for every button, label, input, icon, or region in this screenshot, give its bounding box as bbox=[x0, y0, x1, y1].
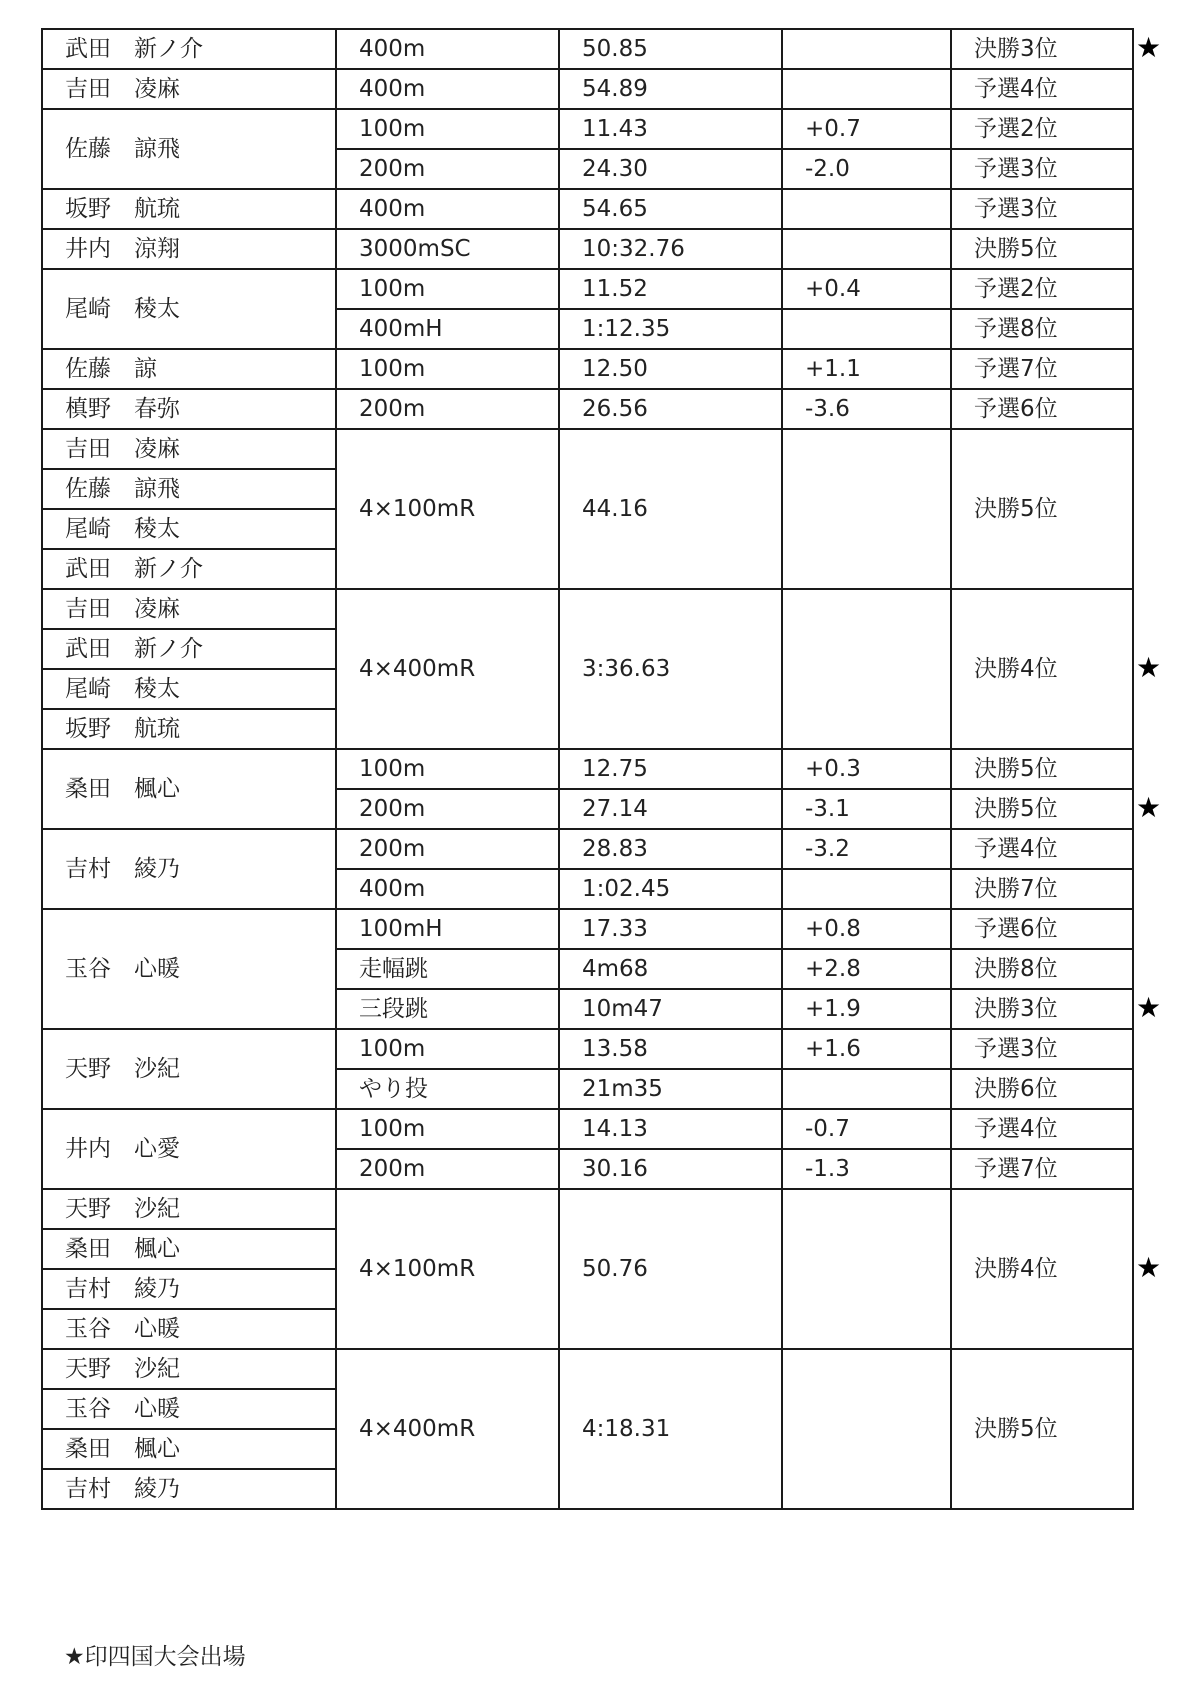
record-cell: 21m35 bbox=[559, 1069, 782, 1109]
athlete-name: 尾崎 稜太 bbox=[42, 509, 336, 549]
table-row bbox=[42, 69, 1133, 109]
athlete-name: 武田 新ノ介 bbox=[42, 629, 336, 669]
table-row bbox=[42, 909, 1133, 949]
record-cell: 30.16 bbox=[559, 1149, 782, 1189]
wind-cell: +0.8 bbox=[782, 909, 951, 949]
event-cell: やり投 bbox=[336, 1069, 559, 1109]
wind-cell: -1.3 bbox=[782, 1149, 951, 1189]
star-icon: ★ bbox=[1136, 31, 1162, 64]
placing-cell: 決勝8位 bbox=[951, 949, 1133, 989]
table-row bbox=[42, 189, 1133, 229]
event-cell: 200m bbox=[336, 1149, 559, 1189]
placing-cell: 決勝7位 bbox=[951, 869, 1133, 909]
record-cell: 24.30 bbox=[559, 149, 782, 189]
wind-cell bbox=[782, 229, 951, 269]
wind-cell: +1.1 bbox=[782, 349, 951, 389]
table-row bbox=[42, 229, 1133, 269]
event-cell: 三段跳 bbox=[336, 989, 559, 1029]
table-row bbox=[42, 269, 1133, 309]
results-table-body bbox=[42, 29, 1133, 1509]
record-cell: 12.50 bbox=[559, 349, 782, 389]
placing-cell: 予選2位 bbox=[951, 109, 1133, 149]
record-cell: 11.43 bbox=[559, 109, 782, 149]
wind-cell bbox=[782, 869, 951, 909]
record-cell: 4m68 bbox=[559, 949, 782, 989]
record-cell: 17.33 bbox=[559, 909, 782, 949]
event-cell: 100m bbox=[336, 749, 559, 789]
athlete-name: 尾崎 稜太 bbox=[42, 669, 336, 709]
athlete-name: 佐藤 諒飛 bbox=[42, 469, 336, 509]
wind-cell bbox=[782, 589, 951, 749]
star-icon: ★ bbox=[1136, 651, 1162, 684]
event-cell: 4×100mR bbox=[336, 429, 559, 589]
athlete-name: 吉村 綾乃 bbox=[42, 829, 336, 909]
athlete-name: 吉村 綾乃 bbox=[42, 1269, 336, 1309]
placing-cell: 決勝4位 bbox=[951, 1189, 1133, 1349]
event-cell: 100mH bbox=[336, 909, 559, 949]
placing-cell: 決勝3位 bbox=[951, 29, 1133, 69]
wind-cell: +1.9 bbox=[782, 989, 951, 1029]
placing-cell: 予選6位 bbox=[951, 909, 1133, 949]
athlete-name: 井内 心愛 bbox=[42, 1109, 336, 1189]
placing-cell: 決勝5位 bbox=[951, 749, 1133, 789]
record-cell: 1:02.45 bbox=[559, 869, 782, 909]
placing-cell: 予選3位 bbox=[951, 149, 1133, 189]
wind-cell bbox=[782, 69, 951, 109]
wind-cell bbox=[782, 1069, 951, 1109]
placing-cell: 決勝3位 bbox=[951, 989, 1133, 1029]
athlete-name: 尾崎 稜太 bbox=[42, 269, 336, 349]
placing-cell: 予選8位 bbox=[951, 309, 1133, 349]
table-row bbox=[42, 109, 1133, 149]
placing-cell: 決勝4位 bbox=[951, 589, 1133, 749]
athlete-name: 天野 沙紀 bbox=[42, 1029, 336, 1109]
placing-cell: 決勝6位 bbox=[951, 1069, 1133, 1109]
athlete-name: 吉村 綾乃 bbox=[42, 1469, 336, 1509]
star-icon: ★ bbox=[1136, 991, 1162, 1024]
athlete-name: 天野 沙紀 bbox=[42, 1349, 336, 1389]
athlete-name: 桑田 楓心 bbox=[42, 1229, 336, 1269]
wind-cell: +0.3 bbox=[782, 749, 951, 789]
event-cell: 走幅跳 bbox=[336, 949, 559, 989]
event-cell: 400m bbox=[336, 869, 559, 909]
event-cell: 4×400mR bbox=[336, 589, 559, 749]
athlete-name: 天野 沙紀 bbox=[42, 1189, 336, 1229]
placing-cell: 決勝5位 bbox=[951, 1349, 1133, 1509]
table-row bbox=[42, 749, 1133, 789]
athlete-name: 桑田 楓心 bbox=[42, 1429, 336, 1469]
record-cell: 50.76 bbox=[559, 1189, 782, 1349]
wind-cell bbox=[782, 309, 951, 349]
placing-cell: 予選4位 bbox=[951, 829, 1133, 869]
table-row bbox=[42, 429, 1133, 469]
record-cell: 3:36.63 bbox=[559, 589, 782, 749]
event-cell: 400m bbox=[336, 29, 559, 69]
placing-cell: 決勝5位 bbox=[951, 429, 1133, 589]
record-cell: 54.89 bbox=[559, 69, 782, 109]
table-row bbox=[42, 829, 1133, 869]
athlete-name: 槙野 春弥 bbox=[42, 389, 336, 429]
event-cell: 100m bbox=[336, 109, 559, 149]
athlete-name: 玉谷 心暖 bbox=[42, 1309, 336, 1349]
athlete-name: 吉田 凌麻 bbox=[42, 589, 336, 629]
placing-cell: 予選7位 bbox=[951, 349, 1133, 389]
placing-cell: 予選3位 bbox=[951, 189, 1133, 229]
event-cell: 100m bbox=[336, 349, 559, 389]
footnote: ★印四国大会出場 bbox=[64, 1644, 246, 1670]
athlete-name: 坂野 航琉 bbox=[42, 709, 336, 749]
record-cell: 4:18.31 bbox=[559, 1349, 782, 1509]
event-cell: 200m bbox=[336, 389, 559, 429]
wind-cell bbox=[782, 1189, 951, 1349]
event-cell: 200m bbox=[336, 149, 559, 189]
athlete-name: 桑田 楓心 bbox=[42, 749, 336, 829]
wind-cell: +1.6 bbox=[782, 1029, 951, 1069]
wind-cell: +2.8 bbox=[782, 949, 951, 989]
table-row bbox=[42, 1029, 1133, 1069]
event-cell: 100m bbox=[336, 269, 559, 309]
record-cell: 14.13 bbox=[559, 1109, 782, 1149]
wind-cell bbox=[782, 1349, 951, 1509]
star-icon: ★ bbox=[1136, 1251, 1162, 1284]
wind-cell: +0.7 bbox=[782, 109, 951, 149]
results-table bbox=[41, 28, 1134, 1510]
event-cell: 3000mSC bbox=[336, 229, 559, 269]
placing-cell: 予選4位 bbox=[951, 1109, 1133, 1149]
event-cell: 200m bbox=[336, 789, 559, 829]
table-row bbox=[42, 1349, 1133, 1389]
athlete-name: 井内 涼翔 bbox=[42, 229, 336, 269]
wind-cell: -3.1 bbox=[782, 789, 951, 829]
athlete-name: 武田 新ノ介 bbox=[42, 549, 336, 589]
placing-cell: 予選4位 bbox=[951, 69, 1133, 109]
event-cell: 400m bbox=[336, 189, 559, 229]
wind-cell: -0.7 bbox=[782, 1109, 951, 1149]
record-cell: 26.56 bbox=[559, 389, 782, 429]
event-cell: 4×400mR bbox=[336, 1349, 559, 1509]
athlete-name: 玉谷 心暖 bbox=[42, 1389, 336, 1429]
wind-cell: -2.0 bbox=[782, 149, 951, 189]
record-cell: 1:12.35 bbox=[559, 309, 782, 349]
table-row bbox=[42, 389, 1133, 429]
event-cell: 400m bbox=[336, 69, 559, 109]
placing-cell: 予選7位 bbox=[951, 1149, 1133, 1189]
wind-cell bbox=[782, 189, 951, 229]
record-cell: 28.83 bbox=[559, 829, 782, 869]
table-row bbox=[42, 1189, 1133, 1229]
event-cell: 100m bbox=[336, 1029, 559, 1069]
record-cell: 11.52 bbox=[559, 269, 782, 309]
athlete-name: 佐藤 諒 bbox=[42, 349, 336, 389]
record-cell: 54.65 bbox=[559, 189, 782, 229]
table-row bbox=[42, 589, 1133, 629]
table-row bbox=[42, 29, 1133, 69]
placing-cell: 予選6位 bbox=[951, 389, 1133, 429]
wind-cell: -3.6 bbox=[782, 389, 951, 429]
record-cell: 10:32.76 bbox=[559, 229, 782, 269]
placing-cell: 予選3位 bbox=[951, 1029, 1133, 1069]
record-cell: 44.16 bbox=[559, 429, 782, 589]
athlete-name: 玉谷 心暖 bbox=[42, 909, 336, 1029]
event-cell: 4×100mR bbox=[336, 1189, 559, 1349]
wind-cell bbox=[782, 429, 951, 589]
athlete-name: 吉田 凌麻 bbox=[42, 429, 336, 469]
record-cell: 50.85 bbox=[559, 29, 782, 69]
event-cell: 200m bbox=[336, 829, 559, 869]
event-cell: 400mH bbox=[336, 309, 559, 349]
athlete-name: 武田 新ノ介 bbox=[42, 29, 336, 69]
table-row bbox=[42, 349, 1133, 389]
table-row bbox=[42, 1109, 1133, 1149]
event-cell: 100m bbox=[336, 1109, 559, 1149]
wind-cell: +0.4 bbox=[782, 269, 951, 309]
placing-cell: 予選2位 bbox=[951, 269, 1133, 309]
record-cell: 27.14 bbox=[559, 789, 782, 829]
athlete-name: 佐藤 諒飛 bbox=[42, 109, 336, 189]
record-cell: 10m47 bbox=[559, 989, 782, 1029]
wind-cell bbox=[782, 29, 951, 69]
wind-cell: -3.2 bbox=[782, 829, 951, 869]
star-icon: ★ bbox=[1136, 791, 1162, 824]
placing-cell: 決勝5位 bbox=[951, 229, 1133, 269]
record-cell: 13.58 bbox=[559, 1029, 782, 1069]
athlete-name: 吉田 凌麻 bbox=[42, 69, 336, 109]
placing-cell: 決勝5位 bbox=[951, 789, 1133, 829]
athlete-name: 坂野 航琉 bbox=[42, 189, 336, 229]
record-cell: 12.75 bbox=[559, 749, 782, 789]
